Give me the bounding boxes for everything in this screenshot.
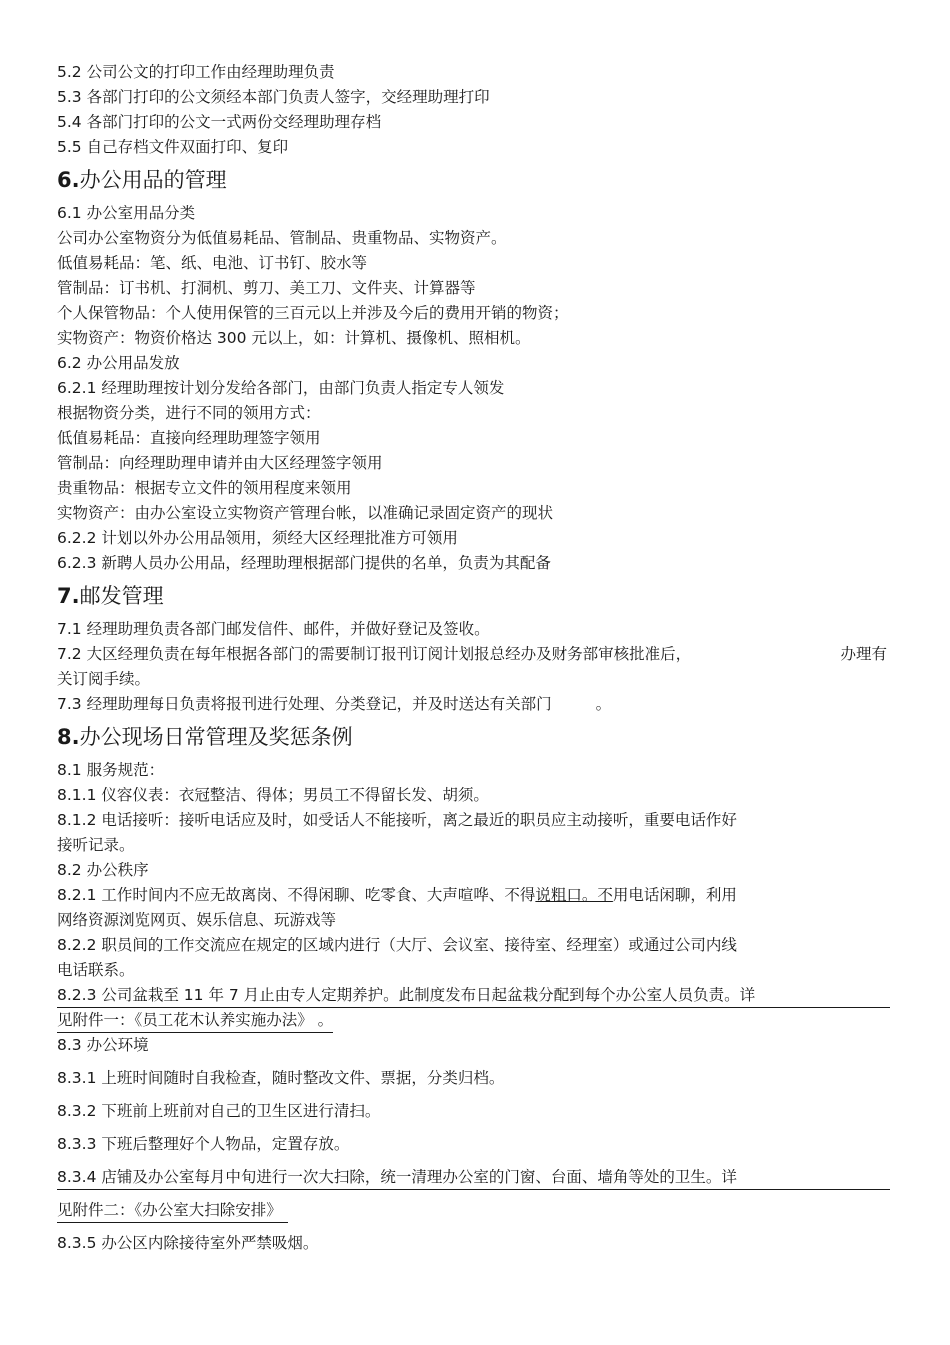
text-line: 低值易耗品：笔、纸、电池、订书钉、胶水等 [57, 254, 368, 272]
section-title: 办公现场日常管理及奖惩条例 [79, 725, 353, 749]
clause-6-2: 6.2 办公用品发放 [57, 354, 180, 372]
clause-5-5: 5.5 自己存档文件双面打印、复印 [57, 138, 289, 156]
clause-8-3: 8.3 办公环境 [57, 1036, 149, 1054]
text-line: 根据物资分类，进行不同的领用方式： [57, 404, 321, 422]
clause-8-3-5: 8.3.5 办公区内除接待室外严禁吸烟。 [57, 1234, 319, 1252]
section-number: 7. [57, 584, 80, 608]
text-line: 低值易耗品：直接向经理助理签字领用 [57, 429, 321, 447]
clause-8-2-2: 8.2.2 职员间的工作交流应在规定的区域内进行（大厅、会议室、接待室、经理室）或通过公司内线 [57, 936, 737, 954]
clause-5-2: 5.2 公司公文的打印工作由经理助理负责 [57, 63, 335, 81]
clause-8-2-1 [57, 883, 897, 908]
text-line: 贵重物品：根据专立文件的领用程度来领用 [57, 479, 352, 497]
clause-5-3: 5.3 各部门打印的公文须经本部门负责人签字，交经理助理打印 [57, 88, 490, 106]
clause-7-3 [57, 692, 897, 717]
clause-7-3-text: 7.3 经理助理每日负责将报刊进行处理、分类登记，并及时送达有关部门 [57, 695, 552, 713]
clause-8-2-3: 8.2.3 公司盆栽至 11 年 7 月止由专人定期养护。此制度发布日起盆栽分配到每个办公室人员负责。详 [57, 983, 890, 1008]
section-8-heading [57, 720, 897, 754]
underlined-text: 说粗口。不 [535, 886, 613, 904]
attachment-2-reference: 见附件二：《办公室大扫除安排》 [57, 1198, 897, 1223]
clause-8-3-3: 8.3.3 下班后整理好个人物品，定置存放。 [57, 1135, 350, 1153]
clause-8-2-1-rest: 用电话闲聊，利用 [612, 886, 737, 904]
clause-7-2-tail: 办理有 [840, 645, 887, 663]
section-title: 办公用品的管理 [79, 168, 227, 192]
document-page [57, 60, 897, 1256]
text-line: 公司办公室物资分为低值易耗品、管制品、贵重物品、实物资产。 [57, 229, 507, 247]
text-line: 个人保管物品：个人使用保管的三百元以上并涉及今后的费用开销的物资； [57, 304, 569, 322]
clause-7-1: 7.1 经理助理负责各部门邮发信件、邮件，并做好登记及签收。 [57, 620, 490, 638]
text-line: 管制品：向经理助理申请并由大区经理签字领用 [57, 454, 383, 472]
text-line: 接听记录。 [57, 836, 135, 854]
clause-5-4: 5.4 各部门打印的公文一式两份交经理助理存档 [57, 113, 382, 131]
clause-6-2-2: 6.2.2 计划以外办公用品领用，须经大区经理批准方可领用 [57, 529, 458, 547]
clause-8-2-1-text: 8.2.1 工作时间内不应无故离岗、不得闲聊、吃零食、大声喧哗、不得 [57, 886, 536, 904]
clause-8-1-1: 8.1.1 仪容仪表：衣冠整洁、得体；男员工不得留长发、胡须。 [57, 786, 489, 804]
section-number: 8. [57, 725, 80, 749]
section-7-heading [57, 579, 897, 613]
clause-8-3-2: 8.3.2 下班前上班前对自己的卫生区进行清扫。 [57, 1102, 381, 1120]
clause-8-3-1: 8.3.1 上班时间随时自我检查，随时整改文件、票据，分类归档。 [57, 1069, 505, 1087]
clause-8-1-2: 8.1.2 电话接听：接听电话应及时，如受话人不能接听，离之最近的职员应主动接听，重要电话作好 [57, 811, 737, 829]
clause-7-2-text: 7.2 大区经理负责在每年根据各部门的需要制订报刊订阅计划报总经办及财务部审核批准后， [57, 645, 692, 663]
text-line: 电话联系。 [57, 961, 135, 979]
clause-6-2-1: 6.2.1 经理助理按计划分发给各部门，由部门负责人指定专人领发 [57, 379, 505, 397]
clause-7-3-tail: 。 [595, 695, 612, 713]
text-line: 管制品：订书机、打洞机、剪刀、美工刀、文件夹、计算器等 [57, 279, 476, 297]
attachment-1-reference: 见附件一：《员工花木认养实施办法》 。 [57, 1008, 897, 1033]
text-line: 实物资产：物资价格达 300 元以上，如：计算机、摄像机、照相机。 [57, 329, 531, 347]
section-6-heading [57, 163, 897, 197]
clause-8-2: 8.2 办公秩序 [57, 861, 149, 879]
section-number: 6. [57, 168, 80, 192]
clause-6-1: 6.1 办公室用品分类 [57, 204, 196, 222]
text-line: 关订阅手续。 [57, 670, 151, 688]
clause-8-1: 8.1 服务规范： [57, 761, 165, 779]
text-line: 网络资源浏览网页、娱乐信息、玩游戏等 [57, 911, 337, 929]
clause-8-3-4: 8.3.4 店铺及办公室每月中旬进行一次大扫除，统一清理办公室的门窗、台面、墙角等处的卫生。详 [57, 1165, 890, 1190]
clause-7-2 [57, 642, 897, 667]
clause-6-2-3: 6.2.3 新聘人员办公用品，经理助理根据部门提供的名单，负责为其配备 [57, 554, 551, 572]
text-line: 实物资产：由办公室设立实物资产管理台帐，以准确记录固定资产的现状 [57, 504, 554, 522]
section-title: 邮发管理 [79, 584, 164, 608]
